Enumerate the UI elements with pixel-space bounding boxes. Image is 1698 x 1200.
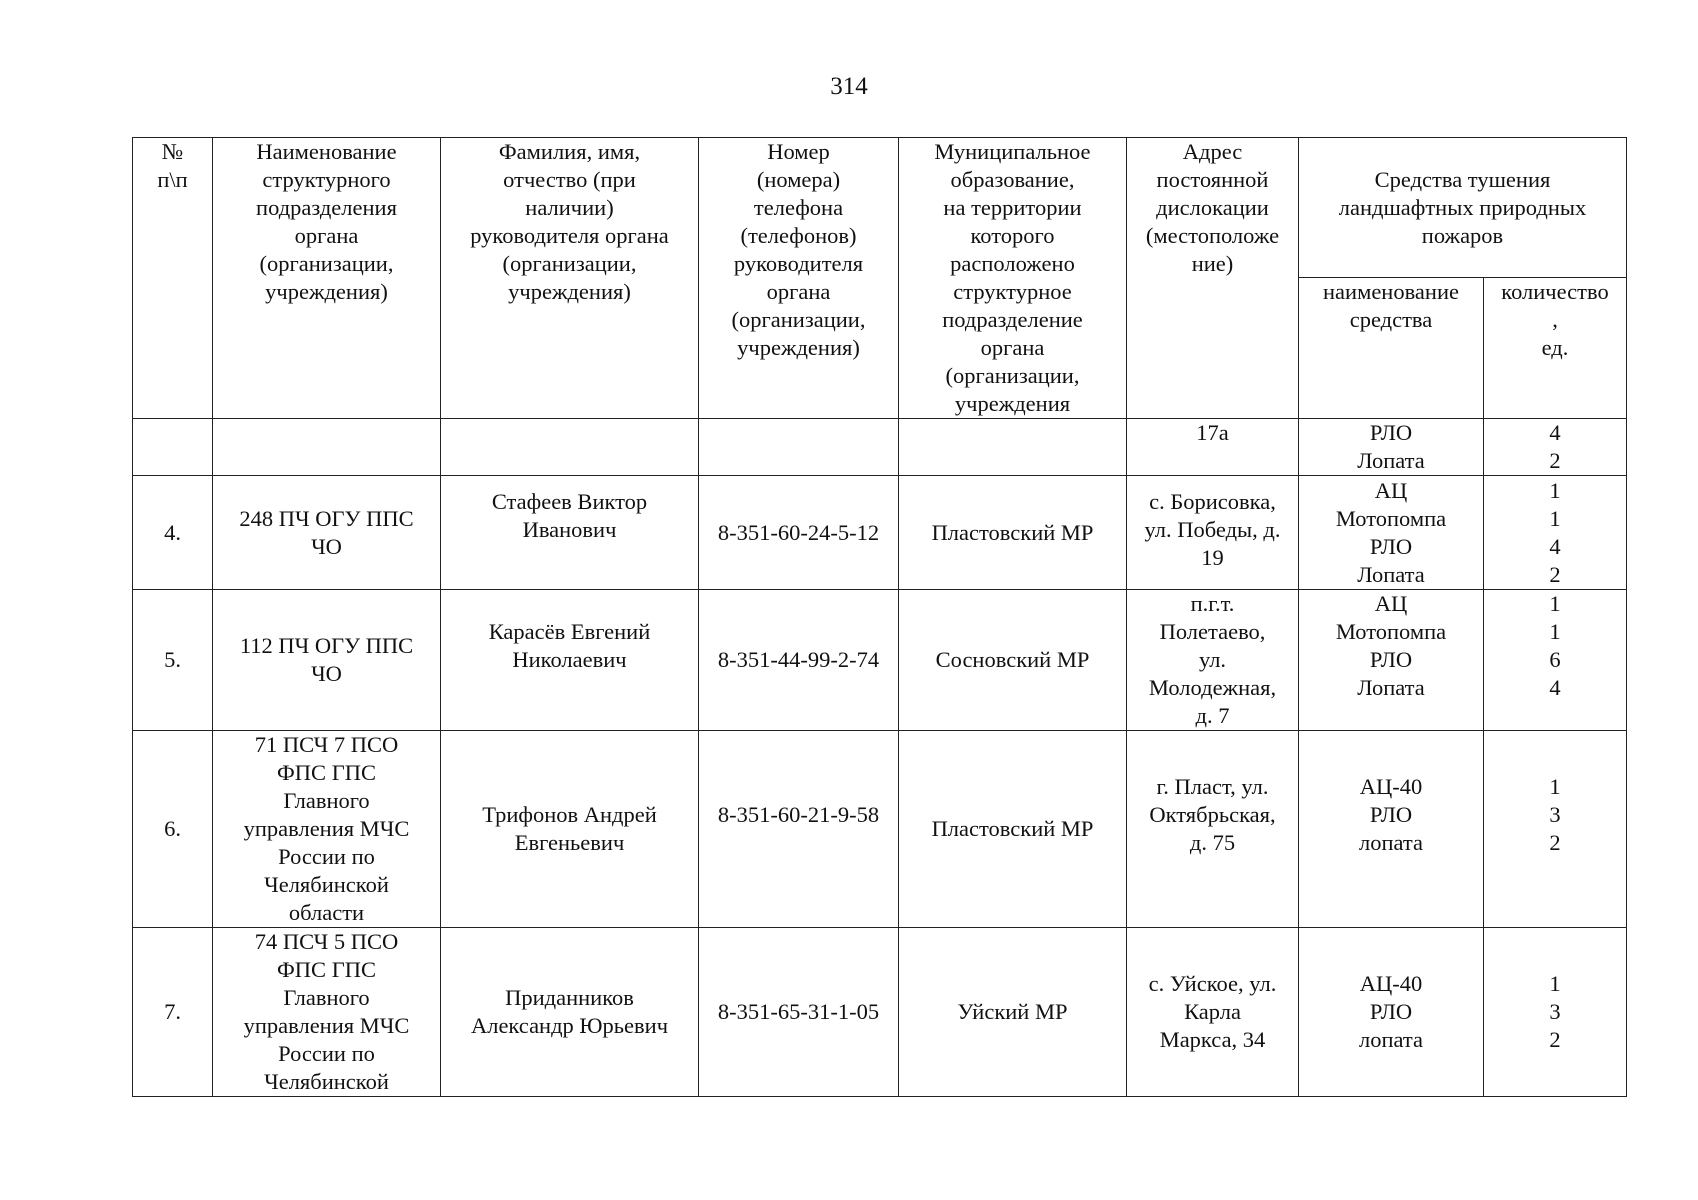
row-num [133, 419, 213, 476]
row-municipality [899, 419, 1127, 476]
header-address: Адрес постоянной дислокации (местоположе ние) [1127, 138, 1299, 419]
row-unit-name: 74 ПСЧ 5 ПСО ФПС ГПС Главного управления МЧС России по Челябинской [213, 928, 441, 1097]
page-number: 314 [830, 73, 868, 100]
row-unit-name [213, 419, 441, 476]
row-unit-name: 112 ПЧ ОГУ ППС ЧО [213, 590, 441, 731]
row-municipality: Сосновский МР [899, 590, 1127, 731]
row-head-name: Приданников Александр Юрьевич [441, 928, 699, 1097]
table-row [133, 590, 1627, 731]
row-address: 17а [1127, 419, 1299, 476]
header-equipment-group: Средства тушения ландшафтных природных пожаров [1299, 138, 1627, 278]
row-quantity: 1 1 6 4 [1484, 590, 1627, 731]
header-equipment-qty: количество , ед. [1484, 278, 1627, 419]
row-equipment: АЦ-40 РЛО лопата [1299, 731, 1484, 928]
row-num: 6. [133, 731, 213, 928]
row-phone: 8-351-60-21-9-58 [699, 731, 899, 928]
row-num: 7. [133, 928, 213, 1097]
row-unit-name: 248 ПЧ ОГУ ППС ЧО [213, 476, 441, 590]
table-row [133, 731, 1627, 928]
row-phone: 8-351-60-24-5-12 [699, 476, 899, 590]
row-unit-name: 71 ПСЧ 7 ПСО ФПС ГПС Главного управления МЧС России по Челябинской области [213, 731, 441, 928]
header-municipality: Муниципальное образование, на территории которого расположено структурное подразделение органа (организации, учреждения [899, 138, 1127, 419]
row-equipment: АЦ Мотопомпа РЛО Лопата [1299, 476, 1484, 590]
header-num: № п\п [133, 138, 213, 419]
row-head-name: Стафеев Виктор Иванович [441, 476, 699, 590]
row-quantity: 4 2 [1484, 419, 1627, 476]
row-equipment: АЦ Мотопомпа РЛО Лопата [1299, 590, 1484, 731]
row-num: 5. [133, 590, 213, 731]
row-head-name [441, 419, 699, 476]
header-head-name: Фамилия, имя, отчество (при наличии) руководителя органа (организации, учреждения) [441, 138, 699, 419]
row-phone: 8-351-65-31-1-05 [699, 928, 899, 1097]
row-municipality: Пластовский МР [899, 731, 1127, 928]
header-unit-name: Наименование структурного подразделения органа (организации, учреждения) [213, 138, 441, 419]
row-head-name: Трифонов Андрей Евгеньевич [441, 731, 699, 928]
table-row [133, 476, 1627, 590]
row-equipment: АЦ-40 РЛО лопата [1299, 928, 1484, 1097]
row-equipment: РЛО Лопата [1299, 419, 1484, 476]
row-address: с. Борисовка, ул. Победы, д. 19 [1127, 476, 1299, 590]
row-quantity: 1 3 2 [1484, 731, 1627, 928]
fire-units-table [132, 137, 1627, 1097]
header-equipment-name: наименование средства [1299, 278, 1484, 419]
row-quantity: 1 3 2 [1484, 928, 1627, 1097]
row-address: п.г.т. Полетаево, ул. Молодежная, д. 7 [1127, 590, 1299, 731]
row-address: с. Уйское, ул. Карла Маркса, 34 [1127, 928, 1299, 1097]
row-municipality: Пластовский МР [899, 476, 1127, 590]
table-row [133, 928, 1627, 1097]
table-row [133, 419, 1627, 476]
row-phone: 8-351-44-99-2-74 [699, 590, 899, 731]
row-phone [699, 419, 899, 476]
row-num: 4. [133, 476, 213, 590]
row-head-name: Карасёв Евгений Николаевич [441, 590, 699, 731]
row-address: г. Пласт, ул. Октябрьская, д. 75 [1127, 731, 1299, 928]
header-phone: Номер (номера) телефона (телефонов) руководителя органа (организации, учреждения) [699, 138, 899, 419]
row-municipality: Уйский МР [899, 928, 1127, 1097]
row-quantity: 1 1 4 2 [1484, 476, 1627, 590]
